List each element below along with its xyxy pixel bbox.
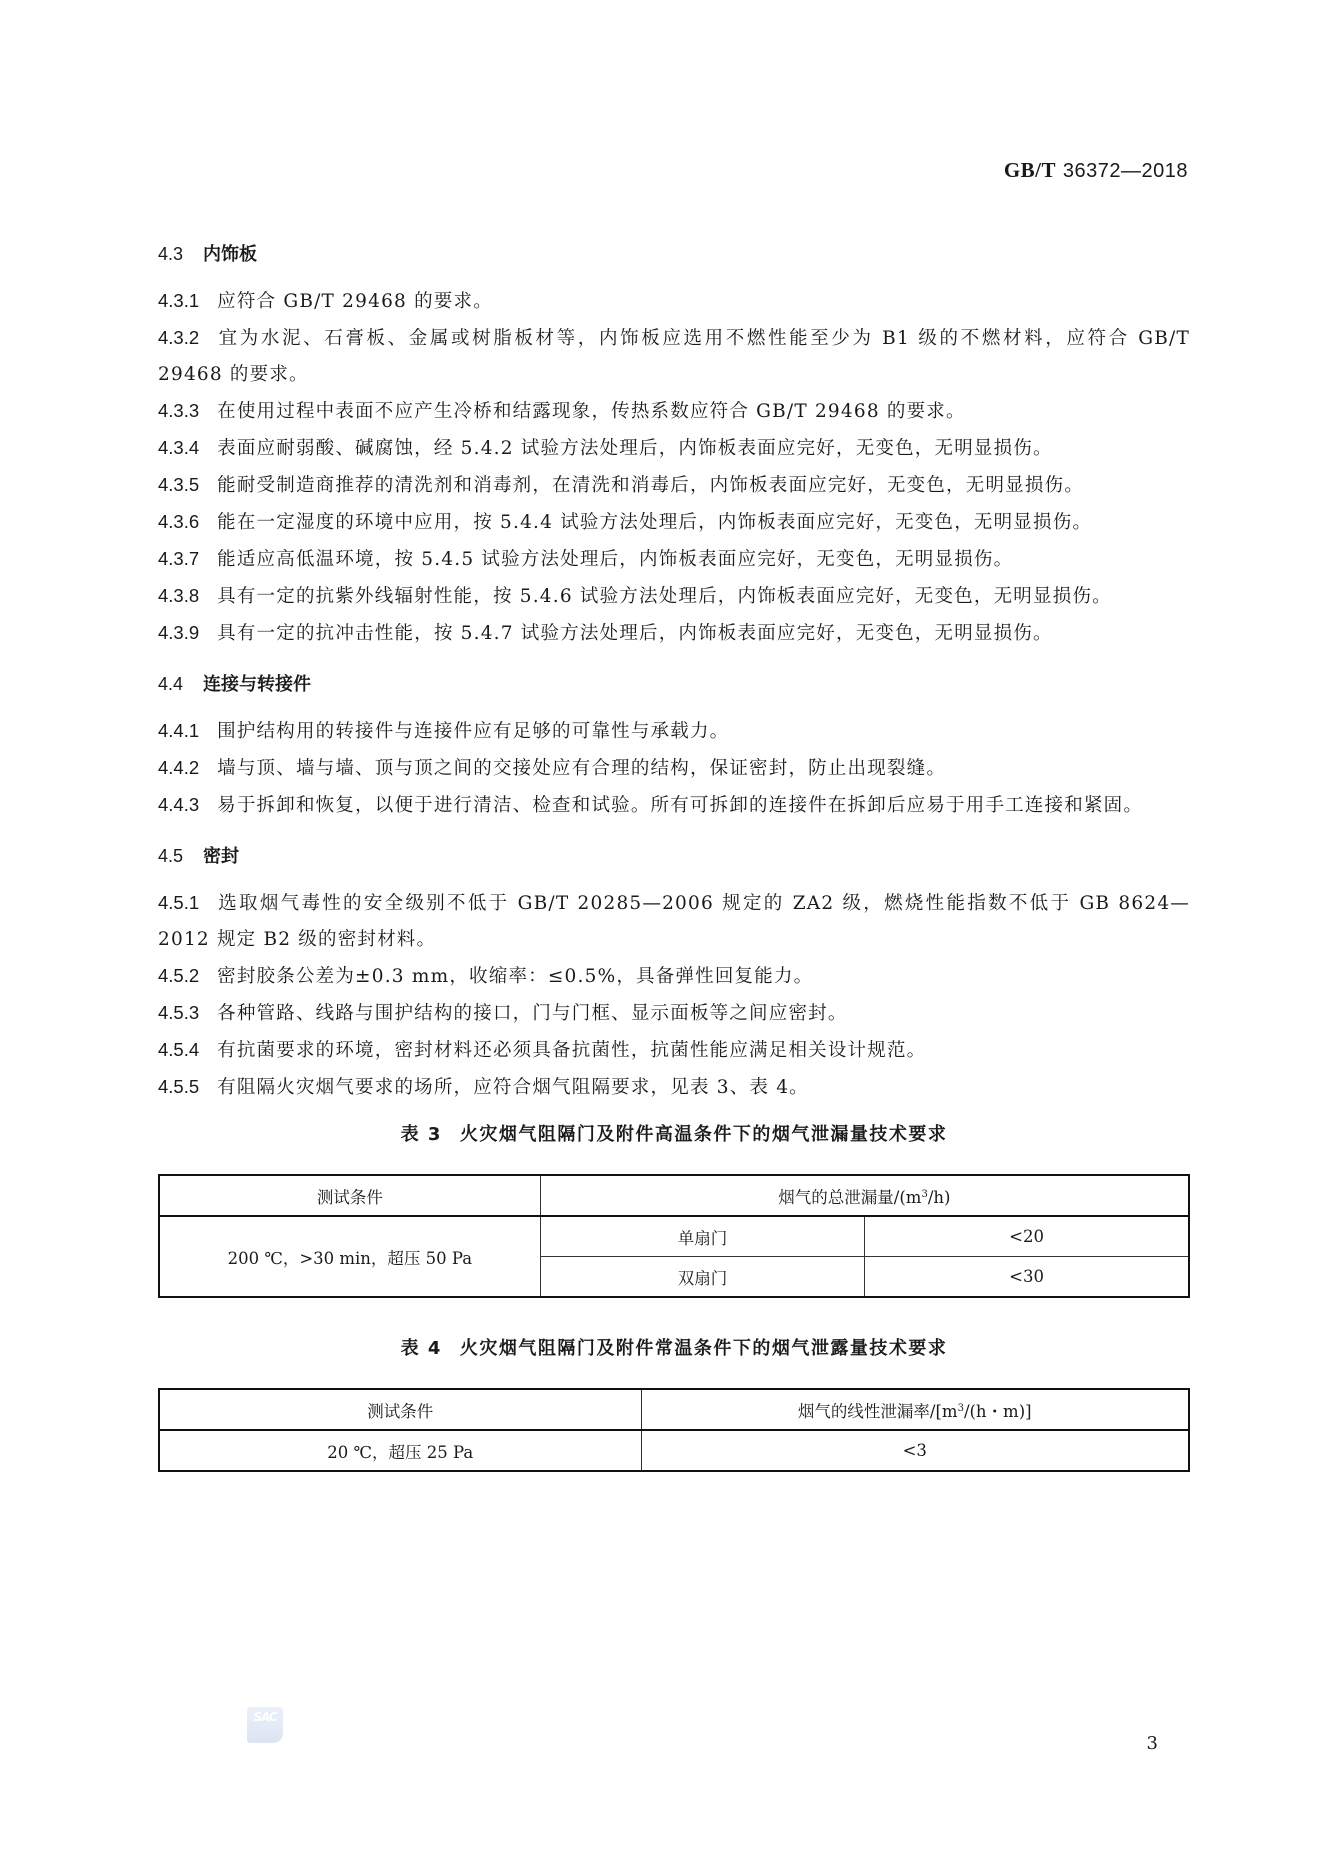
clause-4-3-7	[158, 541, 1190, 578]
table-4-caption	[158, 1334, 1190, 1360]
table-cell-value: <20	[865, 1216, 1189, 1257]
clause-text: 选取烟气毒性的安全级别不低于 GB/T 20285—2006 规定的 ZA2 级，燃烧性能指数不低于 GB 8624—2012 规定 B2 级的密封材料。	[158, 893, 1190, 950]
section-heading-4-5	[158, 838, 1190, 875]
clause-number: 4.3.8	[158, 585, 200, 606]
table-3-caption	[158, 1120, 1190, 1146]
clause-4-3-2	[158, 320, 1190, 393]
section-title: 内饰板	[203, 244, 258, 265]
clause-text: 应符合 GB/T 29468 的要求。	[217, 291, 493, 312]
section-title: 密封	[203, 846, 240, 867]
clause-number: 4.3.3	[158, 400, 200, 421]
document-body	[158, 236, 1190, 1472]
clause-text: 有抗菌要求的环境，密封材料还必须具备抗菌性，抗菌性能应满足相关设计规范。	[217, 1040, 927, 1061]
clause-4-5-4	[158, 1032, 1190, 1069]
sac-logo-icon	[247, 1707, 283, 1743]
clause-4-3-6	[158, 504, 1190, 541]
clause-text: 围护结构用的转接件与连接件应有足够的可靠性与承载力。	[217, 721, 730, 742]
clause-4-3-9	[158, 615, 1190, 652]
clause-number: 4.5.3	[158, 1002, 200, 1023]
clause-text: 宜为水泥、石膏板、金属或树脂板材等，内饰板应选用不燃性能至少为 B1 级的不燃材料，应符合 GB/T 29468 的要求。	[158, 328, 1190, 385]
clause-4-3-4	[158, 430, 1190, 467]
clause-text: 密封胶条公差为±0.3 mm，收缩率：≤0.5%，具备弹性回复能力。	[217, 966, 814, 987]
clause-number: 4.5.4	[158, 1039, 200, 1060]
clause-4-4-3	[158, 787, 1190, 824]
header-sup: 3	[957, 1402, 964, 1414]
table-title: 火灾烟气阻隔门及附件常温条件下的烟气泄露量技术要求	[459, 1338, 948, 1359]
table-cell-condition: 20 ℃，超压 25 Pa	[159, 1430, 641, 1471]
clause-text: 在使用过程中表面不应产生冷桥和结露现象，传热系数应符合 GB/T 29468 的要求。	[217, 401, 966, 422]
table-row	[159, 1430, 1189, 1471]
header-text-suffix: /(h・m)]	[963, 1401, 1032, 1421]
clause-4-5-5	[158, 1069, 1190, 1106]
clause-text: 具有一定的抗紫外线辐射性能，按 5.4.6 试验方法处理后，内饰板表面应完好，无变色，无明显损伤。	[217, 586, 1112, 607]
table-label: 表 3	[400, 1124, 442, 1145]
clause-number: 4.3.2	[158, 327, 200, 348]
section-number: 4.3	[158, 244, 184, 264]
clause-4-4-2	[158, 750, 1190, 787]
clause-number: 4.4.3	[158, 794, 200, 815]
section-title: 连接与转接件	[203, 674, 312, 695]
clause-4-5-3	[158, 995, 1190, 1032]
table-header-linear-leakage	[641, 1389, 1189, 1430]
clause-number: 4.4.2	[158, 757, 200, 778]
clause-text: 墙与顶、墙与墙、顶与顶之间的交接处应有合理的结构，保证密封，防止出现裂缝。	[217, 758, 947, 779]
section-heading-4-3	[158, 236, 1190, 273]
clause-text: 有阻隔火灾烟气要求的场所，应符合烟气阻隔要求，见表 3、表 4。	[217, 1077, 809, 1098]
table-cell-door-type: 双扇门	[540, 1257, 864, 1298]
clause-4-3-3	[158, 393, 1190, 430]
table-header-total-leakage	[540, 1175, 1189, 1216]
clause-text: 各种管路、线路与围护结构的接口，门与门框、显示面板等之间应密封。	[217, 1003, 848, 1024]
clause-4-3-5	[158, 467, 1190, 504]
clause-text: 表面应耐弱酸、碱腐蚀，经 5.4.2 试验方法处理后，内饰板表面应完好，无变色，无明显损伤。	[217, 438, 1053, 459]
table-cell-value: <30	[865, 1257, 1189, 1298]
clause-number: 4.3.4	[158, 437, 200, 458]
clause-text: 具有一定的抗冲击性能，按 5.4.7 试验方法处理后，内饰板表面应完好，无变色，无明显损伤。	[217, 623, 1053, 644]
table-cell-value: <3	[641, 1430, 1189, 1471]
table-row	[159, 1216, 1189, 1257]
clause-text: 能耐受制造商推荐的清洗剂和消毒剂，在清洗和消毒后，内饰板表面应完好，无变色，无明显损伤。	[217, 475, 1084, 496]
logo-text: SAC	[253, 1710, 277, 1724]
clause-text: 能适应高低温环境，按 5.4.5 试验方法处理后，内饰板表面应完好，无变色，无明显损伤。	[217, 549, 1014, 570]
table-cell-condition: 200 ℃，>30 min，超压 50 Pa	[159, 1216, 540, 1297]
table-label: 表 4	[400, 1338, 442, 1359]
header-text: 烟气的线性泄漏率/[m	[797, 1401, 958, 1421]
clause-number: 4.3.7	[158, 548, 200, 569]
table-cell-door-type: 单扇门	[540, 1216, 864, 1257]
clause-number: 4.3.5	[158, 474, 200, 495]
clause-number: 4.3.1	[158, 290, 200, 311]
clause-number: 4.4.1	[158, 720, 200, 741]
header-text: 烟气的总泄漏量/(m	[778, 1187, 922, 1207]
clause-number: 4.5.1	[158, 892, 200, 913]
header-sup: 3	[921, 1188, 928, 1200]
clause-4-4-1	[158, 713, 1190, 750]
clause-number: 4.3.9	[158, 622, 200, 643]
clause-number: 4.5.5	[158, 1076, 200, 1097]
clause-text: 能在一定湿度的环境中应用，按 5.4.4 试验方法处理后，内饰板表面应完好，无变色，无明显损伤。	[217, 512, 1093, 533]
section-heading-4-4	[158, 666, 1190, 703]
table-header-test-condition: 测试条件	[159, 1389, 641, 1430]
clause-number: 4.3.6	[158, 511, 200, 532]
table-4	[158, 1388, 1190, 1472]
table-title: 火灾烟气阻隔门及附件高温条件下的烟气泄漏量技术要求	[459, 1124, 948, 1145]
clause-text: 易于拆卸和恢复，以便于进行清洁、检查和试验。所有可拆卸的连接件在拆卸后应易于用手工连接和紧固。	[217, 795, 1144, 816]
clause-4-5-2	[158, 958, 1190, 995]
table-3	[158, 1174, 1190, 1298]
header-text-suffix: /h)	[927, 1187, 951, 1207]
clause-number: 4.5.2	[158, 965, 200, 986]
page-number: 3	[1146, 1733, 1158, 1754]
standard-prefix: GB/T	[1003, 158, 1057, 182]
standard-number: 36372—2018	[1062, 160, 1188, 182]
table-header-test-condition: 测试条件	[159, 1175, 540, 1216]
standard-code	[1004, 158, 1188, 183]
clause-4-5-1	[158, 885, 1190, 958]
clause-4-3-8	[158, 578, 1190, 615]
clause-4-3-1	[158, 283, 1190, 320]
section-number: 4.4	[158, 674, 184, 694]
section-number: 4.5	[158, 846, 184, 866]
